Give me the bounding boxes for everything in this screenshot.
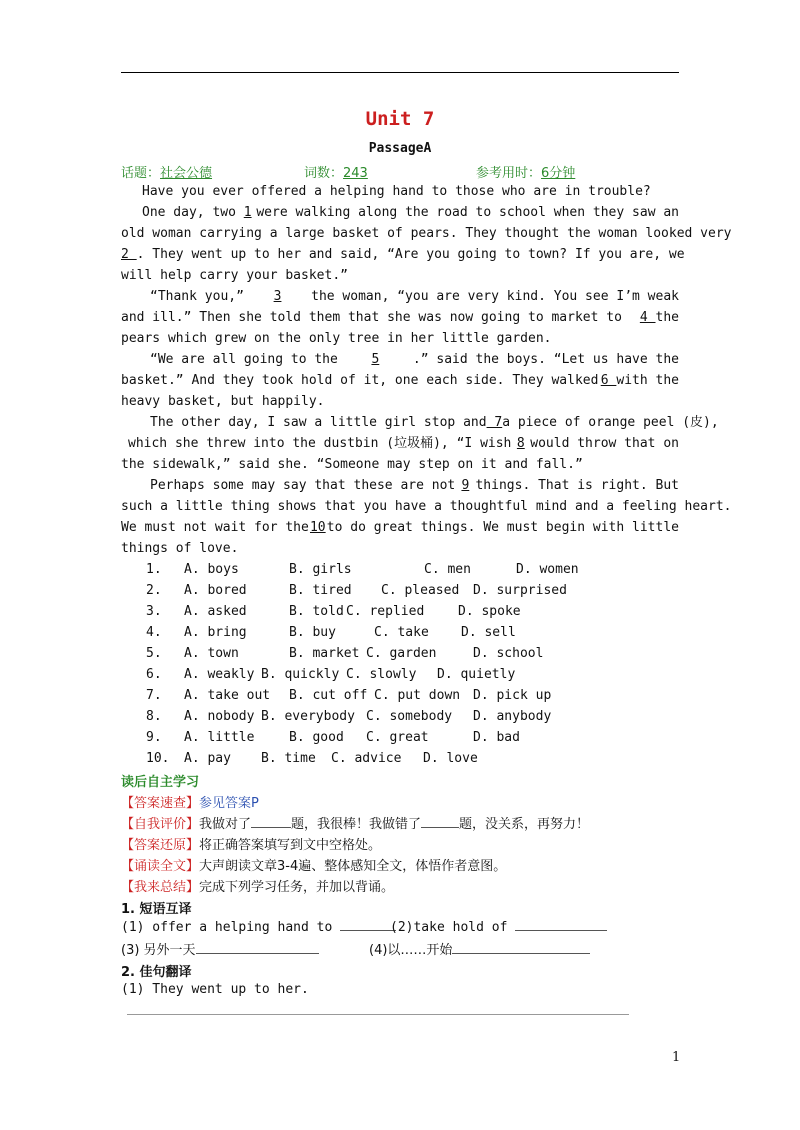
correct-count-blank[interactable] bbox=[251, 815, 291, 828]
blank-4[interactable]: 4 bbox=[639, 310, 656, 325]
question-number: 5. bbox=[146, 646, 162, 661]
passage-line: such a little thing shows that you have a thoughtful mind and a feeling heart. bbox=[121, 499, 732, 514]
passage-line: One day, two 1 were walking along the road to school when they saw an bbox=[142, 205, 679, 220]
question-number: 10. bbox=[146, 751, 170, 766]
option-c[interactable]: C. garden bbox=[366, 646, 437, 661]
option-b[interactable]: B. told bbox=[289, 604, 344, 619]
option-c[interactable]: C. take bbox=[374, 625, 429, 640]
blank-7[interactable]: 7 bbox=[486, 415, 503, 430]
option-b[interactable]: B. market bbox=[289, 646, 360, 661]
passage-line: which she threw into the dustbin (垃圾桶), “I wish 8 would throw that on bbox=[128, 436, 679, 451]
option-c[interactable]: C. men bbox=[424, 562, 471, 577]
question-number: 8. bbox=[146, 709, 162, 724]
passage-line: things of love. bbox=[121, 541, 239, 556]
sentence-translation-heading: 2. 佳句翻译 bbox=[121, 965, 192, 980]
option-c[interactable]: C. replied bbox=[346, 604, 425, 619]
option-a[interactable]: A. asked bbox=[184, 604, 247, 619]
option-a[interactable]: A. bored bbox=[184, 583, 247, 598]
passage-line: We must not wait for the 10 to do great things. We must begin with little bbox=[121, 520, 679, 535]
option-a[interactable]: A. little bbox=[184, 730, 255, 745]
unit-title: Unit 7 bbox=[365, 108, 435, 130]
phrase-translation-heading: 1. 短语互译 bbox=[121, 902, 192, 917]
option-b[interactable]: B. girls bbox=[289, 562, 352, 577]
option-d[interactable]: D. school bbox=[473, 646, 544, 661]
option-c[interactable]: C. put down bbox=[374, 688, 461, 703]
option-d[interactable]: D. sell bbox=[461, 625, 516, 640]
answer-restore-row: 【答案还原】将正确答案填写到文中空格处。 bbox=[121, 838, 382, 853]
option-a[interactable]: A. town bbox=[184, 646, 239, 661]
option-c[interactable]: C. pleased bbox=[381, 583, 460, 598]
blank-2[interactable]: 2 bbox=[121, 247, 137, 262]
study-heading: 读后自主学习 bbox=[121, 775, 200, 790]
blank-9[interactable]: 9 bbox=[461, 478, 470, 493]
option-a[interactable]: A. pay bbox=[184, 751, 231, 766]
option-c[interactable]: C. slowly bbox=[346, 667, 417, 682]
blank-10[interactable]: 10 bbox=[309, 520, 326, 535]
option-a[interactable]: A. bring bbox=[184, 625, 247, 640]
option-c[interactable]: C. great bbox=[366, 730, 429, 745]
passage-line: Perhaps some may say that these are not 9 things. That is right. But bbox=[150, 478, 679, 493]
passage-line: “We are all going to the 5 .” said the boys. “Let us have the bbox=[150, 352, 679, 367]
passage-line: will help carry your basket.” bbox=[121, 268, 348, 283]
wrong-count-blank[interactable] bbox=[421, 815, 459, 828]
self-evaluation-row: 【自我评价】我做对了 题，我很棒！我做错了 题，没关系，再努力！ bbox=[121, 817, 590, 832]
option-b[interactable]: B. quickly bbox=[261, 667, 340, 682]
question-number: 1. bbox=[146, 562, 162, 577]
option-d[interactable]: D. pick up bbox=[473, 688, 552, 703]
phrase-item: (4)以……开始 bbox=[369, 939, 590, 958]
option-a[interactable]: A. weakly bbox=[184, 667, 255, 682]
passage-line: “Thank you,” 3 the woman, “you are very kind. You see I’m weak bbox=[150, 289, 679, 304]
answer-blank[interactable] bbox=[515, 918, 607, 931]
option-d[interactable]: D. quietly bbox=[437, 667, 516, 682]
question-number: 6. bbox=[146, 667, 162, 682]
option-d[interactable]: D. women bbox=[516, 562, 579, 577]
topic-meta: 话题：社会公德 bbox=[121, 166, 213, 181]
question-number: 7. bbox=[146, 688, 162, 703]
passage-line: basket.” And they took hold of it, one each side. They walked 6 with the bbox=[121, 373, 679, 388]
option-a[interactable]: A. nobody bbox=[184, 709, 255, 724]
option-d[interactable]: D. surprised bbox=[473, 583, 567, 598]
answer-blank[interactable] bbox=[196, 941, 319, 954]
blank-6[interactable]: 6 bbox=[600, 373, 617, 388]
question-number: 4. bbox=[146, 625, 162, 640]
passage-line: heavy basket, but happily. bbox=[121, 394, 325, 409]
option-a[interactable]: A. boys bbox=[184, 562, 239, 577]
answer-line[interactable] bbox=[127, 1014, 629, 1015]
passage-line: 2 . They went up to her and said, “Are you going to town? If you are, we bbox=[121, 247, 685, 262]
word-count-meta: 词数：243 bbox=[304, 166, 368, 181]
recite-row: 【诵读全文】大声朗读文章3-4遍、整体感知全文，体悟作者意图。 bbox=[121, 859, 507, 874]
header-rule bbox=[121, 72, 679, 73]
answer-check-row: 【答案速查】参见答案P bbox=[121, 796, 259, 811]
page-number: 1 bbox=[672, 1050, 681, 1065]
phrase-item: (1) offer a helping hand to bbox=[121, 918, 396, 935]
answer-blank[interactable] bbox=[452, 941, 590, 954]
option-d[interactable]: D. anybody bbox=[473, 709, 552, 724]
question-number: 9. bbox=[146, 730, 162, 745]
passage-line: Have you ever offered a helping hand to those who are in trouble? bbox=[142, 184, 651, 199]
question-number: 2. bbox=[146, 583, 162, 598]
option-d[interactable]: D. spoke bbox=[458, 604, 521, 619]
blank-5[interactable]: 5 bbox=[371, 352, 380, 367]
passage-line: The other day, I saw a little girl stop and 7 a piece of orange peel (皮), bbox=[150, 415, 719, 430]
option-a[interactable]: A. take out bbox=[184, 688, 271, 703]
option-c[interactable]: C. somebody bbox=[366, 709, 453, 724]
topic-value: 社会公德 bbox=[160, 166, 213, 181]
passage-line: old woman carrying a large basket of pears. They thought the woman looked very bbox=[121, 226, 732, 241]
time-meta: 参考用时：6分钟 bbox=[476, 166, 576, 181]
phrase-item: (2)take hold of bbox=[390, 918, 607, 935]
passage-line: and ill.” Then she told them that she was now going to market to 4 the bbox=[121, 310, 679, 325]
phrase-item: (3) 另外一天 bbox=[121, 939, 319, 958]
time-value: 6分钟 bbox=[541, 166, 576, 181]
word-count-value: 243 bbox=[343, 166, 368, 181]
blank-3[interactable]: 3 bbox=[273, 289, 282, 304]
passage-title: PassageA bbox=[368, 141, 432, 156]
option-d[interactable]: D. love bbox=[423, 751, 478, 766]
blank-1[interactable]: 1 bbox=[243, 205, 252, 220]
blank-8[interactable]: 8 bbox=[516, 436, 525, 451]
option-b[interactable]: B. tired bbox=[289, 583, 352, 598]
option-c[interactable]: C. advice bbox=[331, 751, 402, 766]
option-b[interactable]: B. good bbox=[289, 730, 344, 745]
option-b[interactable]: B. everybody bbox=[261, 709, 355, 724]
option-b[interactable]: B. buy bbox=[289, 625, 336, 640]
option-b[interactable]: B. cut off bbox=[289, 688, 368, 703]
summary-row: 【我来总结】完成下列学习任务，并加以背诵。 bbox=[121, 880, 395, 895]
passage-line: the sidewalk,” said she. “Someone may step on it and fall.” bbox=[121, 457, 583, 472]
question-number: 3. bbox=[146, 604, 162, 619]
answer-blank[interactable] bbox=[340, 918, 396, 931]
passage-line: pears which grew on the only tree in her little garden. bbox=[121, 331, 552, 346]
option-b[interactable]: B. time bbox=[261, 751, 316, 766]
sentence-item: (1) They went up to her. bbox=[121, 982, 309, 997]
option-d[interactable]: D. bad bbox=[473, 730, 520, 745]
